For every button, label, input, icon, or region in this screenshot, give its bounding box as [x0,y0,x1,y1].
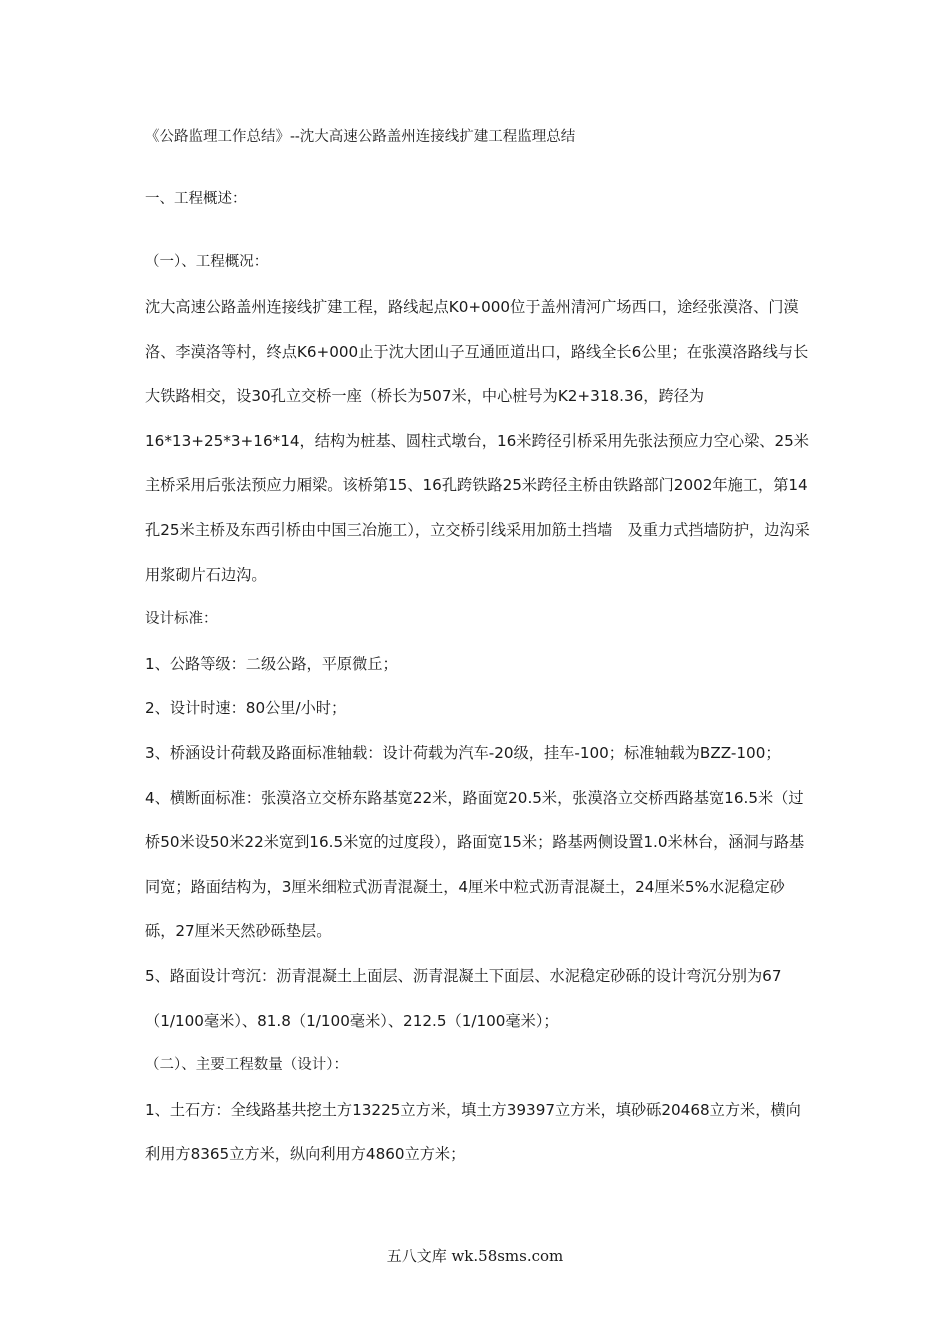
overview-paragraph: 沈大高速公路盖州连接线扩建工程，路线起点K0+000位于盖州清河广场西口，途经张漠洛、门漠洛、李漠洛等村，终点K6+000止于沈大团山子互通匝道出口，路线全长6公里；在张漠洛路线与长大铁路相交，设30孔立交桥一座（桥长为507米，中心桩号为K2+318.36，跨径为16*13+25*3+16*14，结构为桩基、圆柱式墩台，16米跨径引桥采用先张法预应力空心梁、25米主桥采用后张法预应力厢梁。该桥第15、16孔跨铁路25米跨径主桥由铁路部门2002年施工，第14孔25米主桥及东西引桥由中国三冶施工），立交桥引线采用加筋土挡墙 及重力式挡墙防护，边沟采用浆砌片石边沟。 [145,298,810,584]
standard-item-design-load: 3、桥涵设计荷载及路面标准轴载：设计荷载为汽车-20级，挂车-100；标准轴载为BZZ-100； [145,743,781,762]
document-title: 《公路监理工作总结》--沈大高速公路盖州连接线扩建工程监理总结 [145,129,576,145]
subsection-heading-quantities: （二）、主要工程数量（设计）： [145,1057,348,1074]
design-standard-heading: 设计标准： [145,611,218,628]
quantity-item-earthwork: 1、土石方：全线路基共挖土方13225立方米，填土方39397立方米，填砂砾20468立方米，横向利用方8365立方米，纵向利用方4860立方米； [145,1100,801,1164]
document-body [145,285,813,1177]
section-heading-overview: 一、工程概述： [145,191,247,207]
standard-item-deflection: 5、路面设计弯沉：沥青混凝土上面层、沥青混凝土下面层、水泥稳定砂砾的设计弯沉分别为67（1/100毫米）、81.8（1/100毫米）、212.5（1/100毫米）； [145,966,782,1030]
standard-item-design-speed: 2、设计时速：80公里/小时； [145,699,347,718]
standard-item-road-grade: 1、公路等级：二级公路，平原微丘； [145,654,398,673]
subsection-heading-project-status: （一）、工程概况： [145,254,269,270]
standard-item-cross-section: 4、横断面标准：张漠洛立交桥东路基宽22米，路面宽20.5米，张漠洛立交桥西路基宽16.5米（过桥50米设50米22米宽到16.5米宽的过度段），路面宽15米；路基两侧设置1.0米林台，涵洞与路基同宽；路面结构为，3厘米细粒式沥青混凝土，4厘米中粒式沥青混凝土，24厘米5%水泥稳定砂砾，27厘米天然砂砾垫层。 [145,788,805,941]
footer-watermark: 五八文库 wk.58sms.com [386,1247,564,1265]
